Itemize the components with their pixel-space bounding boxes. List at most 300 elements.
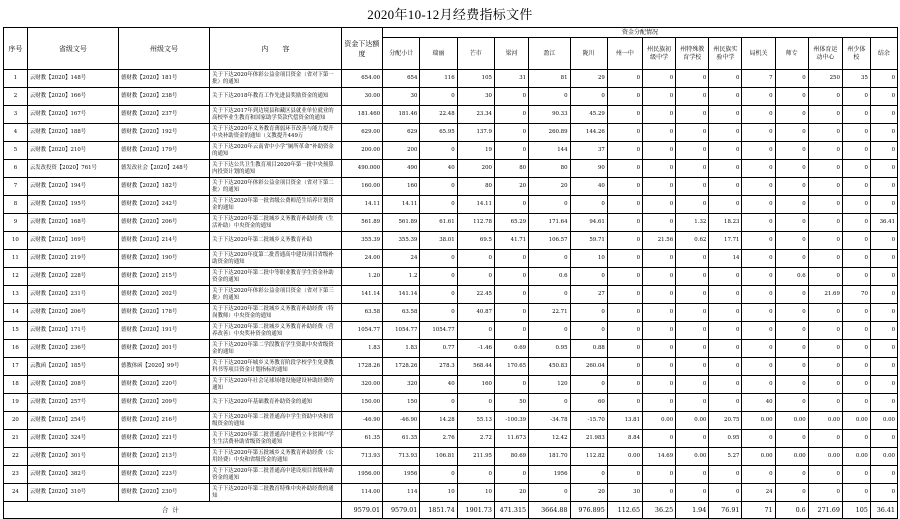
allocation-cell: 0	[457, 250, 494, 268]
allocation-cell: 250	[808, 70, 842, 88]
amount-cell: 24.00	[341, 250, 382, 268]
total-label: 合计	[4, 502, 342, 519]
allocation-cell: 0	[709, 322, 742, 340]
allocation-cell: 0	[676, 106, 709, 124]
header-sub-6: 州一中	[607, 38, 642, 70]
state-doc-number: 德财教【2020】221号	[118, 430, 209, 448]
allocation-cell: 20	[529, 178, 570, 196]
amount-cell: 150.00	[341, 394, 382, 412]
allocation-cell: 0	[870, 70, 897, 88]
allocation-cell: 10	[457, 484, 494, 502]
content-description: 关于下达2020年基础教育补助资金的通知	[210, 394, 342, 412]
allocation-cell: 0	[842, 394, 870, 412]
allocation-cell: 0	[870, 376, 897, 394]
allocation-cell: 0	[676, 304, 709, 322]
content-description: 关于下达2020年第二批城乡义务教育补助经费（特岗教师）中央资金的通知	[210, 304, 342, 322]
allocation-cell: 0	[742, 358, 775, 376]
province-doc-number: 云财教【2020】148号	[27, 70, 118, 88]
allocation-cell: 0	[775, 106, 808, 124]
allocation-cell: 0	[643, 142, 676, 160]
allocation-cell: 0	[643, 178, 676, 196]
allocation-cell: 0	[842, 304, 870, 322]
allocation-cell: 0	[808, 214, 842, 232]
total-allocation-cell: 0.6	[775, 502, 808, 519]
allocation-cell: 21.983	[570, 430, 607, 448]
allocation-cell: 0	[643, 88, 676, 106]
header-sub-9: 州民族实验中学	[709, 38, 742, 70]
allocation-cell: 112.78	[457, 214, 494, 232]
allocation-cell: 8.84	[607, 430, 642, 448]
total-allocation-cell: 3664.88	[529, 502, 570, 519]
allocation-cell: 37	[570, 142, 607, 160]
header-content: 内 容	[210, 28, 342, 70]
allocation-cell: 0	[607, 88, 642, 106]
allocation-cell: 0	[870, 178, 897, 196]
allocation-cell: 45.29	[570, 106, 607, 124]
row-number: 21	[4, 430, 28, 448]
table-row	[4, 178, 898, 196]
state-doc-number: 德财教【2020】178号	[118, 304, 209, 322]
state-doc-number: 德财教【2020】215号	[118, 268, 209, 286]
allocation-cell: 1.83	[383, 340, 420, 358]
allocation-cell: 0	[808, 484, 842, 502]
allocation-cell: 0	[842, 214, 870, 232]
state-doc-number: 德财教【2020】214号	[118, 232, 209, 250]
allocation-cell: 0	[842, 88, 870, 106]
allocation-cell: 0	[709, 70, 742, 88]
allocation-cell: 0	[742, 106, 775, 124]
allocation-cell: 144	[529, 142, 570, 160]
amount-cell: -46.90	[341, 412, 382, 430]
amount-cell: 320.00	[341, 376, 382, 394]
table-row	[4, 160, 898, 178]
allocation-cell: 5.27	[709, 448, 742, 466]
row-number: 5	[4, 142, 28, 160]
allocation-cell: 23.34	[457, 106, 494, 124]
allocation-cell: 0	[808, 160, 842, 178]
allocation-cell: 0.6	[775, 268, 808, 286]
state-doc-number: 德财教【2020】201号	[118, 340, 209, 358]
allocation-cell: 112.82	[570, 448, 607, 466]
allocation-cell: 0.00	[742, 448, 775, 466]
allocation-cell: 0	[709, 376, 742, 394]
allocation-cell: 114	[383, 484, 420, 502]
row-number: 14	[4, 304, 28, 322]
allocation-cell: 0	[775, 142, 808, 160]
allocation-cell: 0	[775, 286, 808, 304]
allocation-cell: 0	[420, 304, 457, 322]
allocation-cell: 30	[383, 88, 420, 106]
allocation-cell: 0	[709, 304, 742, 322]
content-description: 关于下达2020年体彩公益金项目资金（省对下第三批）的通知	[210, 286, 342, 304]
allocation-cell: 0	[494, 196, 528, 214]
allocation-cell: 0	[420, 268, 457, 286]
table-row	[4, 286, 898, 304]
allocation-cell: 0.00	[842, 448, 870, 466]
amount-cell: 63.58	[341, 304, 382, 322]
allocation-cell: 713.93	[383, 448, 420, 466]
allocation-cell: -1.46	[457, 340, 494, 358]
allocation-cell: 0	[709, 106, 742, 124]
allocation-cell: 106.81	[420, 448, 457, 466]
row-number: 22	[4, 448, 28, 466]
allocation-cell: 105	[457, 70, 494, 88]
allocation-cell: 80.69	[494, 448, 528, 466]
allocation-cell: 211.95	[457, 448, 494, 466]
table-row	[4, 394, 898, 412]
row-number: 3	[4, 106, 28, 124]
province-doc-number: 云教函【2020】185号	[27, 358, 118, 376]
amount-cell: 200.00	[341, 142, 382, 160]
allocation-cell: 80	[529, 160, 570, 178]
allocation-cell: 0	[420, 466, 457, 484]
row-number: 9	[4, 214, 28, 232]
content-description: 关于下达2020年第二批城乡义务教育补助经费（生活补助）中央资金的通知	[210, 214, 342, 232]
row-number: 7	[4, 178, 28, 196]
allocation-cell: 0	[643, 484, 676, 502]
amount-cell: 1.83	[341, 340, 382, 358]
amount-cell: 1.20	[341, 268, 382, 286]
content-description: 关于下达2020年第二批普通高中建档立卡贫困户学生生活费补助省级资金的通知	[210, 430, 342, 448]
allocation-cell: 0	[709, 178, 742, 196]
allocation-cell: 0	[870, 124, 897, 142]
content-description: 关于下达2017年到边境县和藏区县就业单位就业的高校毕业生教育和国家助学贷款代偿资金的通知	[210, 106, 342, 124]
allocation-cell: 0	[607, 268, 642, 286]
allocation-cell: 70	[842, 286, 870, 304]
allocation-cell: 0.00	[643, 412, 676, 430]
province-doc-number: 云财教【2020】301号	[27, 448, 118, 466]
province-doc-number: 云财教【2020】219号	[27, 250, 118, 268]
allocation-cell: 0	[842, 466, 870, 484]
allocation-cell: 0	[742, 124, 775, 142]
province-doc-number: 云财教【2020】208号	[27, 376, 118, 394]
allocation-cell: 0	[607, 124, 642, 142]
content-description: 关于下达2020年义务教育薄弱环节改善与能力提升中央补助资金的通知（义教提升449万	[210, 124, 342, 142]
allocation-cell: 137.9	[457, 124, 494, 142]
allocation-cell: 0	[457, 322, 494, 340]
allocation-cell: 0	[607, 322, 642, 340]
allocation-cell: 0	[709, 268, 742, 286]
header-sub-14: 结余	[870, 38, 897, 70]
allocation-cell: 35	[842, 70, 870, 88]
state-doc-number: 德财教【2020】182号	[118, 178, 209, 196]
allocation-cell: 0	[494, 268, 528, 286]
allocation-cell: 0.6	[529, 268, 570, 286]
allocation-cell: 320	[383, 376, 420, 394]
allocation-cell: 0	[870, 484, 897, 502]
row-number: 16	[4, 340, 28, 358]
allocation-cell: 0	[607, 142, 642, 160]
allocation-cell: 40.87	[457, 304, 494, 322]
allocation-cell: 0	[607, 304, 642, 322]
allocation-cell: 0	[870, 196, 897, 214]
header-amount: 资金下达额度	[341, 28, 382, 70]
allocation-cell: 40	[570, 178, 607, 196]
allocation-cell: 0	[742, 286, 775, 304]
province-doc-number: 云财教【2020】257号	[27, 394, 118, 412]
allocation-cell: 65.95	[420, 124, 457, 142]
allocation-cell: 0	[870, 106, 897, 124]
table-row	[4, 106, 898, 124]
allocation-cell: 0	[420, 142, 457, 160]
allocation-cell: 0	[842, 196, 870, 214]
amount-cell: 561.89	[341, 214, 382, 232]
allocation-cell: 0	[676, 88, 709, 106]
allocation-cell: 0	[870, 430, 897, 448]
allocation-cell: 0	[457, 466, 494, 484]
allocation-cell: 0	[870, 340, 897, 358]
content-description: 关于下达2020年第二批城乡义务教育补助经费（营养改善）中央奖补资金的通知	[210, 322, 342, 340]
allocation-cell: 0	[529, 250, 570, 268]
allocation-cell: 0	[775, 214, 808, 232]
allocation-cell: 0	[775, 340, 808, 358]
allocation-cell: 0	[607, 106, 642, 124]
allocation-cell: 0	[494, 250, 528, 268]
amount-cell: 1054.77	[341, 322, 382, 340]
province-doc-number: 云财教【2020】310号	[27, 484, 118, 502]
allocation-cell: 12.42	[529, 430, 570, 448]
allocation-cell: 0	[742, 250, 775, 268]
allocation-cell: 0	[742, 268, 775, 286]
allocation-cell: 21.56	[643, 232, 676, 250]
allocation-cell: 0	[676, 340, 709, 358]
allocation-cell: 0	[607, 358, 642, 376]
state-doc-number: 德财教【2020】237号	[118, 106, 209, 124]
allocation-cell: 0	[676, 430, 709, 448]
allocation-cell: 629	[383, 124, 420, 142]
allocation-cell: 0	[870, 322, 897, 340]
allocation-cell: 0	[808, 124, 842, 142]
allocation-cell: 0	[775, 484, 808, 502]
allocation-cell: 0	[870, 88, 897, 106]
allocation-cell: 0.00	[870, 412, 897, 430]
allocation-cell: 7	[742, 70, 775, 88]
allocation-cell: 0	[870, 358, 897, 376]
state-doc-number: 德财教【2020】209号	[118, 394, 209, 412]
allocation-cell: 0	[808, 268, 842, 286]
allocation-cell: 0	[775, 178, 808, 196]
allocation-cell: 0	[808, 196, 842, 214]
allocation-cell: 0	[643, 196, 676, 214]
allocation-cell: 0	[643, 124, 676, 142]
allocation-cell: 0	[494, 304, 528, 322]
amount-cell: 30.00	[341, 88, 382, 106]
allocation-cell: 0	[808, 232, 842, 250]
allocation-cell: 0	[676, 142, 709, 160]
total-allocation-cell: 1901.73	[457, 502, 494, 519]
allocation-cell: 0	[570, 322, 607, 340]
province-doc-number: 云财教【2020】228号	[27, 268, 118, 286]
row-number: 1	[4, 70, 28, 88]
content-description: 关于下达2020年体彩公益金项目资金（省对下第二批）的通知	[210, 178, 342, 196]
allocation-cell: 0	[842, 268, 870, 286]
allocation-cell: 0	[742, 340, 775, 358]
total-allocation-cell: 36.41	[870, 502, 897, 519]
content-description: 关于下达2020年第二批教育特殊中央补助经费的通知	[210, 484, 342, 502]
row-number: 18	[4, 376, 28, 394]
allocation-cell: 0	[676, 160, 709, 178]
allocation-cell: 260.89	[529, 124, 570, 142]
allocation-cell: 0	[808, 250, 842, 268]
amount-cell: 181.460	[341, 106, 382, 124]
allocation-cell: 0	[870, 466, 897, 484]
allocation-cell: 11.673	[494, 430, 528, 448]
allocation-cell: 1728.26	[383, 358, 420, 376]
allocation-cell: 0	[643, 268, 676, 286]
allocation-cell: 0	[870, 160, 897, 178]
state-doc-number: 德财教【2020】238号	[118, 88, 209, 106]
allocation-cell: 31	[494, 70, 528, 88]
allocation-cell: 40	[742, 394, 775, 412]
header-sub-7: 州民族初级中学	[643, 38, 676, 70]
state-doc-number: 德财教【2020】220号	[118, 376, 209, 394]
allocation-cell: 0	[742, 178, 775, 196]
table-row	[4, 142, 898, 160]
content-description: 关于下达2020年第二学段教育学生资助中央省级资金的通知	[210, 340, 342, 358]
allocation-cell: 21.69	[808, 286, 842, 304]
table-row	[4, 268, 898, 286]
header-state-doc: 州级文号	[118, 28, 209, 70]
table-row	[4, 124, 898, 142]
allocation-cell: 0	[420, 178, 457, 196]
allocation-cell: 0	[529, 394, 570, 412]
allocation-cell: 278.3	[420, 358, 457, 376]
allocation-cell: 0	[607, 250, 642, 268]
allocation-cell: 0.95	[529, 340, 570, 358]
row-number: 20	[4, 412, 28, 430]
allocation-cell: 0	[570, 304, 607, 322]
amount-cell: 713.93	[341, 448, 382, 466]
allocation-cell: 0	[742, 322, 775, 340]
allocation-cell: 0	[643, 160, 676, 178]
row-number: 2	[4, 88, 28, 106]
header-sub-1: 瑞丽	[420, 38, 457, 70]
allocation-cell: -15.70	[570, 412, 607, 430]
allocation-cell: 0	[420, 88, 457, 106]
allocation-cell: 450.83	[529, 358, 570, 376]
allocation-cell: 0	[775, 430, 808, 448]
allocation-cell: 20.75	[709, 412, 742, 430]
allocation-cell: 0	[775, 466, 808, 484]
allocation-cell: 1054.77	[383, 322, 420, 340]
allocation-cell: 81	[529, 70, 570, 88]
allocation-cell: 0	[494, 322, 528, 340]
allocation-cell: 0	[643, 376, 676, 394]
allocation-cell: 22.48	[420, 106, 457, 124]
allocation-cell: 0.62	[676, 232, 709, 250]
allocation-cell: 0	[742, 232, 775, 250]
allocation-cell: 0	[775, 232, 808, 250]
allocation-cell: 0	[870, 268, 897, 286]
allocation-cell: 2.76	[420, 430, 457, 448]
allocation-cell: 0	[808, 466, 842, 484]
allocation-cell: 0	[842, 340, 870, 358]
allocation-cell: 0	[676, 484, 709, 502]
allocation-cell: 0	[842, 160, 870, 178]
allocation-cell: 1956	[529, 466, 570, 484]
allocation-cell: 141.14	[383, 286, 420, 304]
allocation-cell: 0.69	[494, 340, 528, 358]
allocation-cell: 0	[570, 88, 607, 106]
allocation-cell: 116	[420, 70, 457, 88]
allocation-cell: 0	[709, 394, 742, 412]
allocation-cell: 0.00	[676, 448, 709, 466]
allocation-cell: 0	[570, 268, 607, 286]
allocation-cell: 120	[529, 376, 570, 394]
allocation-cell: 0	[742, 160, 775, 178]
province-doc-number: 云财教【2020】195号	[27, 196, 118, 214]
row-number: 13	[4, 286, 28, 304]
allocation-cell: 0	[607, 232, 642, 250]
total-allocation-cell: 36.25	[643, 502, 676, 519]
content-description: 关于下达2020年第二批普通高中建设项目省级补助资金的通知	[210, 466, 342, 484]
allocation-cell: 0	[570, 196, 607, 214]
allocation-cell: 38.01	[420, 232, 457, 250]
allocation-cell: 14.11	[383, 196, 420, 214]
allocation-cell: 0	[842, 232, 870, 250]
allocation-cell: 0	[494, 286, 528, 304]
province-doc-number: 云财教【2020】168号	[27, 214, 118, 232]
state-doc-number: 德财教【2020】181号	[118, 70, 209, 88]
allocation-cell: 90.33	[529, 106, 570, 124]
allocation-cell: 59.71	[570, 232, 607, 250]
allocation-cell: 14.11	[457, 196, 494, 214]
allocation-cell: 18.23	[709, 214, 742, 232]
allocation-cell: 24	[383, 250, 420, 268]
allocation-cell: 0.77	[420, 340, 457, 358]
allocation-cell: 27	[570, 286, 607, 304]
allocation-cell: 65.29	[494, 214, 528, 232]
header-seq: 序号	[4, 28, 28, 70]
allocation-cell: 0	[643, 322, 676, 340]
table-row	[4, 322, 898, 340]
allocation-cell: 0	[570, 466, 607, 484]
table-row	[4, 484, 898, 502]
allocation-cell: 63.58	[383, 304, 420, 322]
allocation-cell: 0	[808, 430, 842, 448]
allocation-cell: 0	[808, 358, 842, 376]
allocation-cell: 30	[457, 88, 494, 106]
amount-cell: 355.39	[341, 232, 382, 250]
allocation-cell: 0	[709, 466, 742, 484]
allocation-cell: 0.00	[775, 448, 808, 466]
allocation-cell: 10	[570, 250, 607, 268]
total-allocation-cell: 76.91	[709, 502, 742, 519]
allocation-cell: 0	[494, 466, 528, 484]
allocation-cell: 0	[570, 376, 607, 394]
table-row	[4, 448, 898, 466]
allocation-cell: 0	[842, 430, 870, 448]
header-sub-10: 局机关	[742, 38, 775, 70]
table-row	[4, 376, 898, 394]
state-doc-number: 德财教【2020】230号	[118, 484, 209, 502]
allocation-cell: 0	[420, 250, 457, 268]
allocation-cell: 0	[742, 88, 775, 106]
allocation-cell: 0.00	[808, 412, 842, 430]
table-row	[4, 232, 898, 250]
content-description: 关于下达2020年第五批城乡义务教育补助经费（公用经费）中央和省级资金的通知	[210, 448, 342, 466]
allocation-cell: 0	[808, 88, 842, 106]
allocation-cell: 19	[457, 142, 494, 160]
total-amount: 9579.01	[341, 502, 382, 519]
allocation-cell: 0	[529, 484, 570, 502]
allocation-cell: 200	[383, 142, 420, 160]
table-row	[4, 304, 898, 322]
allocation-cell: 0	[494, 88, 528, 106]
allocation-cell: 0	[676, 268, 709, 286]
total-allocation-cell: 112.65	[607, 502, 642, 519]
header-sub-8: 州特殊教育学校	[676, 38, 709, 70]
